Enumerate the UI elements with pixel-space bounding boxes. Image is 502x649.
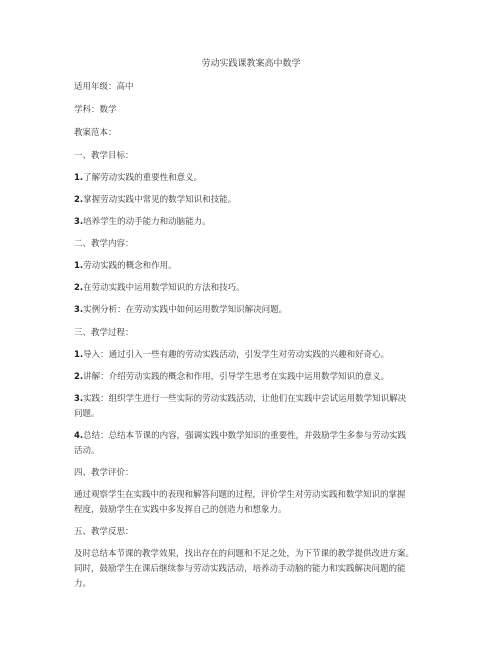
list-item-number: 2. [74,283,84,293]
grade-line: 适用年级：高中 [74,82,134,92]
paragraph-line: 同时，鼓励学生在课后继续参与劳动实践活动，培养动手动脑的能力和实践解决问题的能 [74,564,406,574]
list-item-text: 在劳动实践中运用数学知识的方法和技巧。 [83,283,245,293]
section-heading: 二、教学内容： [74,239,134,249]
list-item-number: 2. [74,195,84,205]
list-item [74,348,434,363]
list-item [74,370,434,385]
list-item-number: 2. [74,372,84,382]
list-item-text: 掌握劳动实践中常见的数学知识和技能。 [83,195,237,205]
list-item [74,392,434,407]
list-item [74,303,434,318]
list-item [74,193,434,208]
list-item [74,171,434,186]
list-item-text: 了解劳动实践的重要性和意义。 [83,173,203,183]
section-heading: 四、教学评价： [74,468,134,478]
paragraph-line: 及时总结本节课的教学效果，找出存在的问题和不足之处，为下节课的教学提供改进方案。 [74,549,415,559]
list-item-continuation: 活动。 [74,446,100,456]
list-item-number: 1. [74,261,84,271]
list-item-text: 实例分析：在劳动实践中如何运用数学知识解决问题。 [83,305,288,315]
document-title: 劳动实践课教案高中数学 [201,59,301,69]
section-heading: 一、教学目标： [74,151,134,161]
list-item-text: 劳动实践的概念和作用。 [83,261,177,271]
list-item [74,281,434,296]
list-item-number: 1. [74,350,84,360]
list-item-number: 3. [74,394,84,404]
list-item-number: 3. [74,217,84,227]
list-item-number: 1. [74,173,84,183]
list-item-text: 实践：组织学生进行一些实际的劳动实践活动，让他们在实践中尝试运用数学知识解决 [83,394,407,404]
list-item-text: 导入：通过引入一些有趣的劳动实践活动，引发学生对劳动实践的兴趣和好奇心。 [83,350,390,360]
sample-heading: 教案范本： [74,128,117,138]
paragraph-line: 程度，鼓励学生在实践中多发挥自己的创造力和想象力。 [74,505,287,515]
paragraph-line: 力。 [74,579,92,589]
section-heading: 五、教学反思： [74,527,134,537]
paragraph-line: 通过观察学生在实践中的表现和解答问题的过程，评价学生对劳动实践和数学知识的掌握 [74,490,406,500]
list-item [74,259,434,274]
list-item-number: 3. [74,305,84,315]
list-item [74,429,434,444]
list-item [74,215,434,230]
list-item-text: 讲解：介绍劳动实践的概念和作用，引导学生思考在实践中运用数学知识的意义。 [83,372,390,382]
section-heading: 三、教学过程： [74,328,134,338]
subject-line: 学科：数学 [74,105,117,115]
list-item-text: 培养学生的动手能力和动脑能力。 [83,217,211,227]
list-item-text: 总结：总结本节课的内容，强调实践中数学知识的重要性，并鼓励学生多参与劳动实践 [83,431,407,441]
list-item-number: 4. [74,431,84,441]
list-item-continuation: 问题。 [74,409,100,419]
